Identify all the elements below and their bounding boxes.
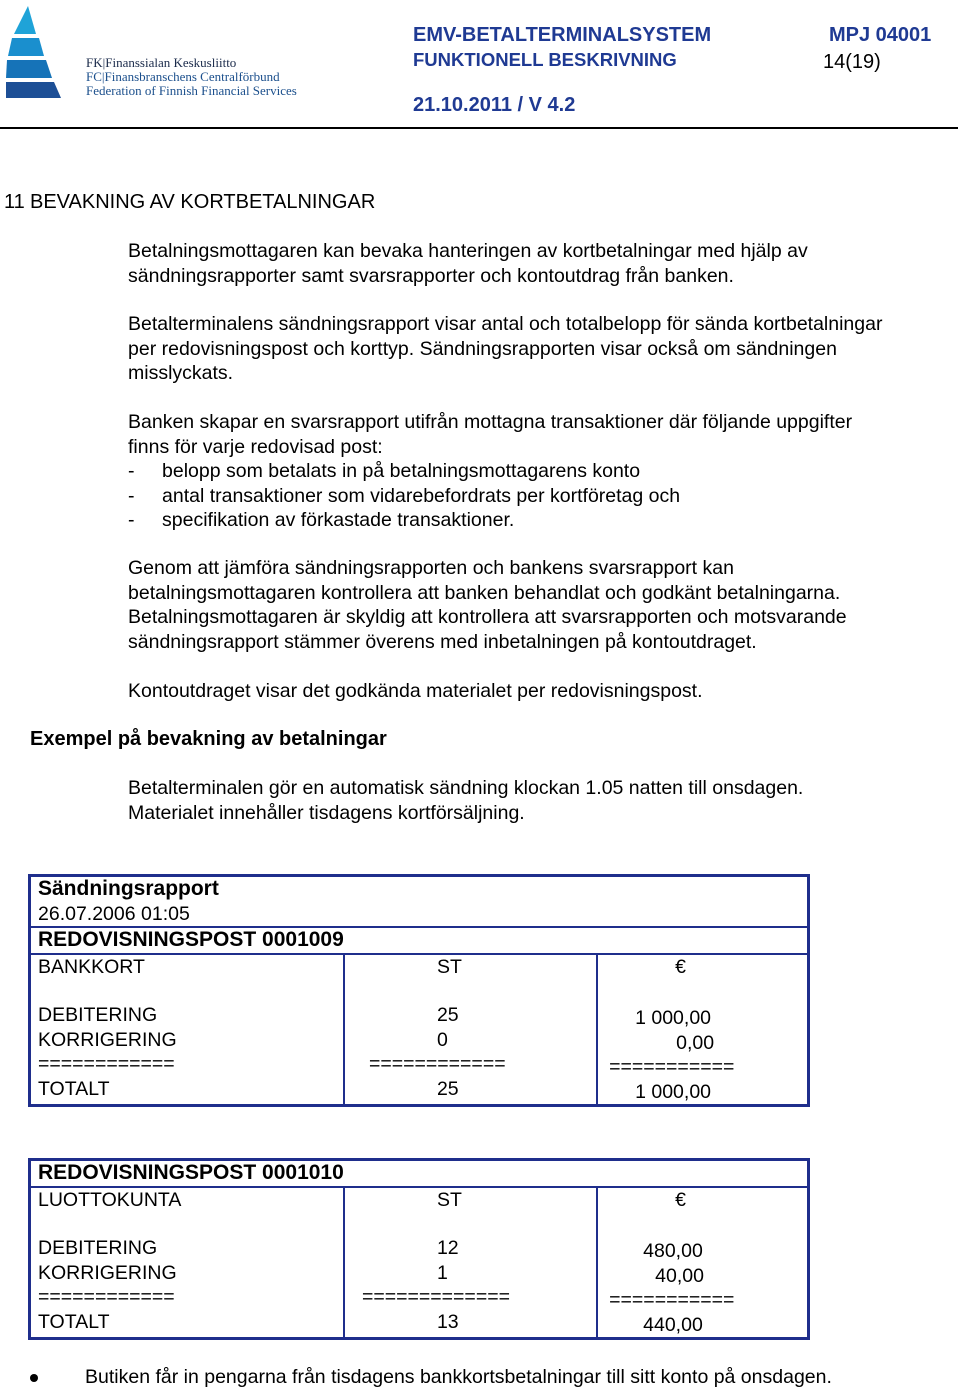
text-line: sändningsrapport stämmer överens med inbetalningen på kontoutdraget.	[128, 630, 757, 653]
text-line: Betalningsmottagaren är skyldig att kontrollera att svarsrapporten och motsvarande	[128, 606, 847, 628]
table-row	[30, 876, 809, 928]
text-line: Banken skapar en svarsrapport utifrån mottagna transaktioner där följande uppgifter	[128, 411, 853, 433]
separator: ============	[38, 1286, 175, 1308]
logo-text	[86, 56, 297, 98]
list-item	[128, 459, 958, 484]
text-line: betalningsmottagaren kontrollera att banken behandlat och godkänt betalningarna.	[128, 581, 841, 604]
logo-line-federation: Federation of Finnish Financial Services	[86, 83, 297, 98]
list-item-text: antal transaktioner som vidarebefordrats per kortföretag och	[162, 484, 681, 507]
text-line: Betalterminalen gör en automatisk sändning klockan 1.05 natten till onsdagen.	[128, 777, 804, 799]
row-label: KORRIGERING	[38, 1028, 177, 1051]
paragraph-terminal-report	[128, 312, 958, 386]
paragraph-example	[128, 776, 958, 825]
header-date-version: 21.10.2011 / V 4.2	[413, 94, 576, 116]
list-item-text: belopp som betalats in på betalningsmottagarens konto	[162, 460, 641, 482]
count-total: 25	[436, 1077, 459, 1100]
section-number: 11	[4, 191, 25, 213]
separator: ===========	[609, 1289, 735, 1311]
table-row	[30, 954, 809, 1106]
row-label: DEBITERING	[38, 1237, 158, 1259]
count-value: 25	[436, 1004, 459, 1026]
table-row	[30, 1160, 809, 1187]
report-datetime: 26.07.2006 01:05	[38, 902, 190, 925]
text-line: Materialet innehåller tisdagens kortförsäljning.	[128, 801, 525, 824]
example-heading: Exempel på bevakning av betalningar	[30, 728, 387, 750]
list-item-text: specifikation av förkastade transaktioner.	[162, 509, 515, 531]
logo-emblem-icon	[6, 6, 81, 98]
euro-header: €	[675, 955, 686, 978]
dash-marker: -	[128, 484, 135, 507]
count-total: 13	[436, 1310, 459, 1333]
report-table-post-2	[28, 1158, 810, 1340]
header-page-number: 14(19)	[823, 51, 881, 73]
separator: ============	[368, 1053, 506, 1075]
report-title-cell	[30, 876, 809, 928]
text-line: Betalningsmottagaren kan bevaka hanteringen av kortbetalningar med hjälp av	[128, 240, 808, 262]
report-table-post-1	[28, 874, 810, 1107]
table-row	[30, 927, 809, 954]
text-line: Betalterminalens sändningsrapport visar antal och totalbelopp för sända kortbetalningar	[128, 313, 883, 335]
text-line: sändningsrapporter samt svarsrapporter och kontoutdrag från banken.	[128, 264, 734, 287]
row-label: TOTALT	[38, 1310, 110, 1333]
logo-line-fc: FC|Finansbranschens Centralförbund	[86, 69, 280, 84]
row-label: KORRIGERING	[38, 1261, 177, 1284]
amount-value: 40,00	[655, 1264, 704, 1287]
amount-value: 480,00	[643, 1240, 703, 1262]
text-line: per redovisningspost och korttyp. Sändningsrapporten visar också om sändningen	[128, 337, 837, 360]
count-column	[344, 954, 597, 1106]
list-item	[128, 508, 958, 533]
report-title: Sändningsrapport	[38, 877, 219, 900]
count-column	[344, 1187, 597, 1339]
card-type: BANKKORT	[38, 955, 145, 978]
separator: ============	[38, 1053, 175, 1075]
amount-value: 0,00	[676, 1031, 715, 1054]
section-heading	[4, 191, 375, 214]
paragraph-intro	[128, 239, 958, 288]
paragraph-statement	[128, 679, 958, 704]
count-header: ST	[436, 1188, 462, 1211]
section-title: BEVAKNING AV KORTBETALNINGAR	[30, 191, 376, 213]
post-heading: REDOVISNINGSPOST 0001010	[30, 1160, 809, 1187]
logo-line-fk: FK|Finanssialan Keskusliitto	[86, 55, 237, 70]
count-value: 12	[436, 1237, 459, 1259]
header-doc-type: FUNKTIONELL BESKRIVNING	[413, 49, 677, 70]
bullet-dot-icon	[30, 1374, 38, 1382]
separator: ===========	[609, 1056, 735, 1078]
separator: =============	[361, 1286, 510, 1308]
text-line: Kontoutdraget visar det godkända materialet per redovisningspost.	[128, 680, 703, 702]
text-line: misslyckats.	[128, 362, 234, 384]
paragraph-bank-report	[128, 410, 958, 533]
amount-column	[597, 1187, 808, 1339]
count-value: 0	[436, 1028, 448, 1051]
dash-marker: -	[128, 509, 135, 531]
post-heading: REDOVISNINGSPOST 0001009	[30, 927, 809, 954]
header-doc-number: MPJ 04001	[829, 24, 932, 46]
card-type: LUOTTOKUNTA	[38, 1188, 182, 1211]
header-divider	[0, 127, 958, 129]
euro-header: €	[675, 1188, 686, 1211]
amount-value: 1 000,00	[635, 1007, 712, 1029]
row-label: DEBITERING	[38, 1004, 158, 1026]
label-column	[30, 1187, 344, 1339]
paragraph-comparison	[128, 556, 958, 654]
table-row	[30, 1187, 809, 1339]
amount-column	[597, 954, 808, 1106]
bullet-text: Butiken får in pengarna från tisdagens bankkortsbetalningar till sitt konto på onsdagen.	[85, 1366, 832, 1388]
count-header: ST	[436, 955, 462, 978]
amount-total: 440,00	[643, 1313, 703, 1336]
organization-logo	[6, 6, 316, 98]
count-value: 1	[436, 1261, 448, 1284]
list-item	[128, 484, 958, 509]
row-label: TOTALT	[38, 1077, 110, 1100]
label-column	[30, 954, 344, 1106]
dash-marker: -	[128, 460, 135, 482]
amount-total: 1 000,00	[635, 1080, 712, 1103]
text-line: finns för varje redovisad post:	[128, 435, 383, 458]
header-system-title: EMV-BETALTERMINALSYSTEM	[413, 24, 712, 46]
text-line: Genom att jämföra sändningsrapporten och bankens svarsrapport kan	[128, 557, 734, 579]
